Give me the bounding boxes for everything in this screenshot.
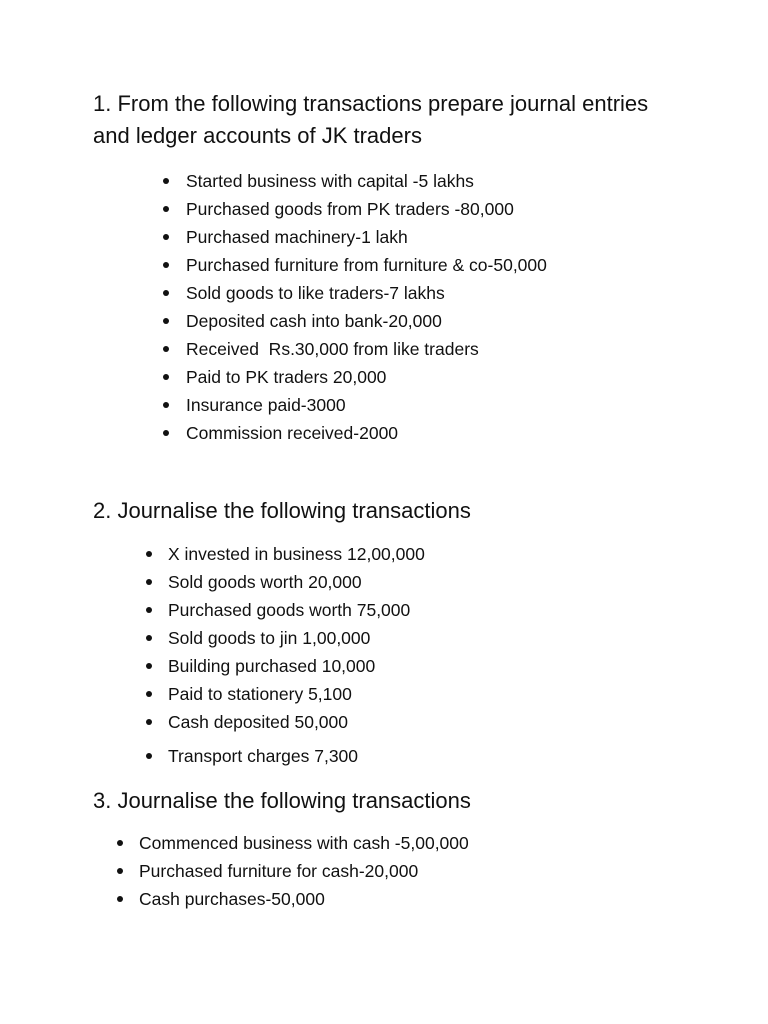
list-item-text: Sold goods to jin 1,00,000 [168,628,371,648]
list-item-text: Paid to PK traders 20,000 [186,367,387,387]
bullet-icon [163,402,169,408]
question-1-title: 1. From the following transactions prepare journal entries and ledger accounts of JK traders [93,91,649,148]
bullet-icon [163,234,169,240]
list-item-text: Purchased furniture from furniture & co-50,000 [186,255,547,275]
bullet-icon [163,290,169,296]
list-item [139,829,469,857]
list-item [139,885,469,913]
list-item [186,251,547,279]
list-item-text: Received Rs.30,000 from like traders [186,339,479,359]
question-3-title: 3. Journalise the following transactions [93,788,471,813]
bullet-icon [146,607,152,613]
bullet-icon [146,579,152,585]
list-item [186,419,547,447]
bullet-icon [163,374,169,380]
list-item-text: Insurance paid-3000 [186,395,346,415]
list-item [186,391,547,419]
question-1-list [186,167,547,447]
question-3-list [139,829,469,913]
list-item [186,223,547,251]
list-item [186,279,547,307]
bullet-icon [146,691,152,697]
list-item-text: Started business with capital -5 lakhs [186,171,474,191]
list-item [168,624,425,652]
bullet-icon [117,840,123,846]
list-item [186,307,547,335]
bullet-icon [163,318,169,324]
list-item-text: Cash deposited 50,000 [168,712,348,732]
list-item-text: Purchased machinery-1 lakh [186,227,408,247]
list-item [168,742,425,770]
bullet-icon [163,430,169,436]
list-item-text: Purchased furniture for cash-20,000 [139,861,419,881]
list-item [168,652,425,680]
bullet-icon [163,206,169,212]
list-item-text: Sold goods to like traders-7 lakhs [186,283,445,303]
list-item-text: Sold goods worth 20,000 [168,572,362,592]
list-item [186,167,547,195]
list-item-text: Purchased goods from PK traders -80,000 [186,199,514,219]
bullet-icon [146,551,152,557]
list-item [186,335,547,363]
list-item [186,363,547,391]
question-2-list [168,540,425,770]
list-item-text: X invested in business 12,00,000 [168,544,425,564]
list-item [168,708,425,736]
bullet-icon [163,262,169,268]
bullet-icon [163,178,169,184]
list-item-text: Cash purchases-50,000 [139,889,325,909]
list-item-text: Paid to stationery 5,100 [168,684,352,704]
list-item [186,195,547,223]
bullet-icon [117,896,123,902]
bullet-icon [146,635,152,641]
list-item [168,596,425,624]
list-item-text: Commenced business with cash -5,00,000 [139,833,469,853]
question-2-title: 2. Journalise the following transactions [93,498,471,523]
list-item [168,540,425,568]
list-item-text: Commission received-2000 [186,423,399,443]
bullet-icon [163,346,169,352]
bullet-icon [117,868,123,874]
list-item-text: Deposited cash into bank-20,000 [186,311,442,331]
list-item-text: Purchased goods worth 75,000 [168,600,411,620]
list-item [168,680,425,708]
bullet-icon [146,753,152,759]
list-item-text: Transport charges 7,300 [168,746,359,766]
list-item [139,857,469,885]
list-item [168,568,425,596]
list-item-text: Building purchased 10,000 [168,656,376,676]
bullet-icon [146,719,152,725]
bullet-icon [146,663,152,669]
